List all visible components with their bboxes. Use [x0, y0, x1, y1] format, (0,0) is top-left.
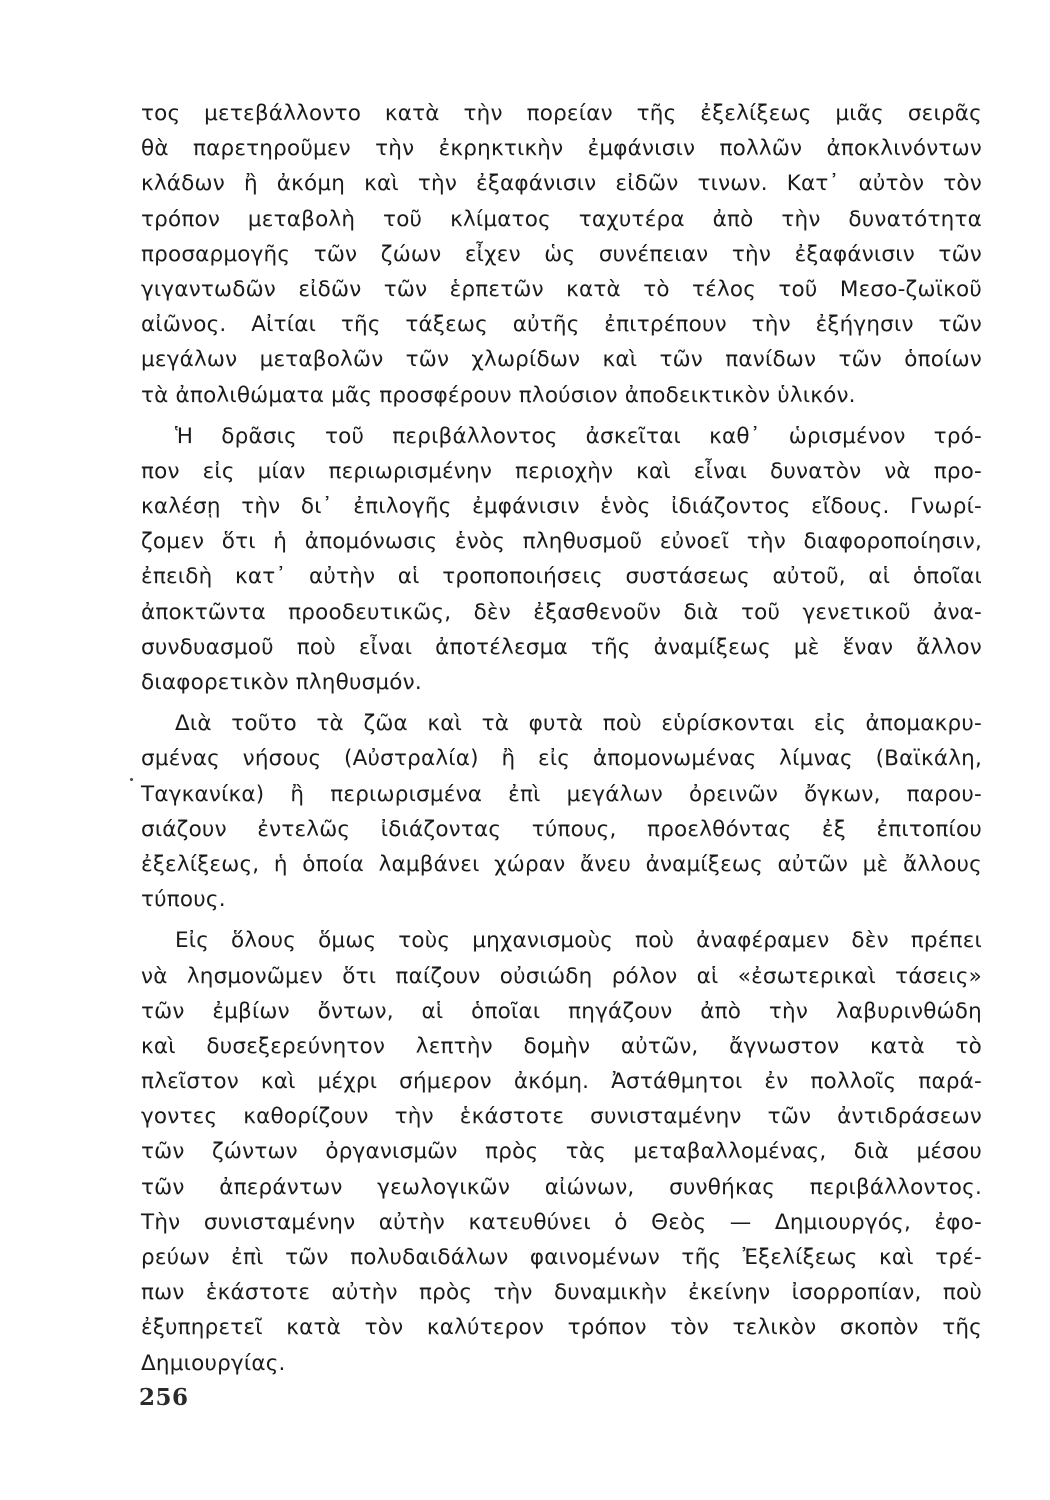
text-line: αἰῶνος. Αἰτίαι τῆς τάξεως αὐτῆς ἐπιτρέπουν τὴν ἐξήγησιν τῶν: [141, 312, 982, 338]
text-line: ἐπειδὴ κατ᾽ αὐτὴν αἱ τροποποιήσεις συστάσεως αὐτοῦ, αἱ ὁποῖαι: [141, 564, 982, 590]
text-line: τύπους.: [141, 887, 226, 913]
text-line: συνδυασμοῦ ποὺ εἶναι ἀποτέλεσμα τῆς ἀναμίξεως μὲ ἕναν ἄλλον: [141, 634, 982, 660]
text-line: Ταγκανίκα) ἢ περιωρισμένα ἐπὶ μεγάλων ὀρεινῶν ὄγκων, παρου-: [141, 781, 982, 807]
text-line: τῶν ἀπεράντων γεωλογικῶν αἰώνων, συνθήκας περιβάλλοντος.: [141, 1174, 982, 1200]
text-line: γιγαντωδῶν εἰδῶν τῶν ἑρπετῶν κατὰ τὸ τέλος τοῦ Μεσο-ζωϊκοῦ: [141, 276, 982, 302]
text-line: ἀποκτῶντα προοδευτικῶς, δὲν ἐξασθενοῦν διὰ τοῦ γενετικοῦ ἀνα-: [141, 599, 982, 625]
text-line: τὰ ἀπολιθώματα μᾶς προσφέρουν πλούσιον ἀποδεικτικὸν ὑλικόν.: [141, 382, 856, 408]
print-speck: [130, 778, 133, 781]
text-line: κλάδων ἢ ἀκόμη καὶ τὴν ἐξαφάνισιν εἰδῶν τινων. Κατ᾽ αὐτὸν τὸν: [141, 171, 982, 197]
text-line: Δημιουργίας.: [141, 1350, 286, 1376]
text-line: τῶν ζώντων ὀργανισμῶν πρὸς τὰς μεταβαλλομένας, διὰ μέσου: [141, 1139, 982, 1165]
text-line: τῶν ἐμβίων ὄντων, αἱ ὁποῖαι πηγάζουν ἀπὸ τὴν λαβυρινθώδη: [141, 998, 982, 1024]
paragraph-2: [141, 419, 982, 701]
text-line: Διὰ τοῦτο τὰ ζῶα καὶ τὰ φυτὰ ποὺ εὑρίσκονται εἰς ἀπομακρυ-: [175, 711, 982, 737]
text-line: σιάζουν ἐντελῶς ἰδιάζοντας τύπους, προελθόντας ἐξ ἐπιτοπίου: [141, 816, 982, 842]
text-line: καὶ δυσεξερεύνητον λεπτὴν δομὴν αὐτῶν, ἄγνωστον κατὰ τὸ: [141, 1033, 982, 1059]
text-line: Ἡ δρᾶσις τοῦ περιβάλλοντος ἀσκεῖται καθ᾽ ὡρισμένον τρό-: [175, 423, 982, 449]
text-line: ρεύων ἐπὶ τῶν πολυδαιδάλων φαινομένων τῆς Ἐξελίξεως καὶ τρέ-: [141, 1245, 982, 1270]
text-line: διαφορετικὸν πληθυσμόν.: [141, 670, 422, 695]
text-line: καλέσῃ τὴν δι᾽ ἐπιλογῆς ἐμφάνισιν ἑνὸς ἰδιάζοντος εἴδους. Γνωρί-: [141, 494, 982, 520]
text-line: πον εἰς μίαν περιωρισμένην περιοχὴν καὶ εἶναι δυνατὸν νὰ προ-: [141, 458, 982, 484]
paragraph-3: [141, 706, 982, 917]
page-body: [141, 96, 982, 1381]
text-line: γοντες καθορίζουν τὴν ἑκάστοτε συνισταμένην τῶν ἀντιδράσεων: [141, 1104, 982, 1130]
text-line: νὰ λησμονῶμεν ὅτι παίζουν οὐσιώδη ρόλον αἱ «ἐσωτερικαὶ τάσεις»: [141, 963, 982, 989]
text-line: τος μετεβάλλοντο κατὰ τὴν πορείαν τῆς ἐξελίξεως μιᾶς σειρᾶς: [141, 101, 982, 126]
text-line: πλεῖστον καὶ μέχρι σήμερον ἀκόμη. Ἀστάθμητοι ἐν πολλοῖς παρά-: [141, 1069, 982, 1095]
text-line: πων ἑκάστοτε αὐτὴν πρὸς τὴν δυναμικὴν ἐκείνην ἰσορροπίαν, ποὺ: [141, 1280, 982, 1306]
text-line: ζομεν ὅτι ἡ ἀπομόνωσις ἑνὸς πληθυσμοῦ εὐνοεῖ τὴν διαφοροποίησιν,: [141, 529, 982, 555]
text-line: προσαρμογῆς τῶν ζώων εἶχεν ὡς συνέπειαν τὴν ἐξαφάνισιν τῶν: [141, 241, 982, 267]
paragraph-4: [141, 923, 982, 1380]
text-line: ἐξυπηρετεῖ κατὰ τὸν καλύτερον τρόπον τὸν τελικὸν σκοπὸν τῆς: [141, 1315, 982, 1341]
text-line: μεγάλων μεταβολῶν τῶν χλωρίδων καὶ τῶν πανίδων τῶν ὁποίων: [141, 347, 982, 373]
text-line: τρόπον μεταβολὴ τοῦ κλίματος ταχυτέρα ἀπὸ τὴν δυνατότητα: [141, 206, 982, 232]
paragraph-1: [141, 96, 982, 413]
text-line: σμένας νήσους (Αὐστραλία) ἢ εἰς ἀπομονωμένας λίμνας (Βαϊκάλη,: [141, 746, 982, 772]
text-line: Εἰς ὅλους ὅμως τοὺς μηχανισμοὺς ποὺ ἀναφέραμεν δὲν πρέπει: [175, 928, 982, 954]
text-line: θὰ παρετηροῦμεν τὴν ἐκρηκτικὴν ἐμφάνισιν πολλῶν ἀποκλινόντων: [141, 136, 982, 162]
page-number: 256: [139, 1384, 189, 1411]
text-line: Τὴν συνισταμένην αὐτὴν κατευθύνει ὁ Θεὸς — Δημιουργός, ἐφο-: [141, 1209, 982, 1235]
text-line: ἐξελίξεως, ἡ ὁποία λαμβάνει χώραν ἄνευ ἀναμίξεως αὐτῶν μὲ ἄλλους: [141, 851, 982, 877]
